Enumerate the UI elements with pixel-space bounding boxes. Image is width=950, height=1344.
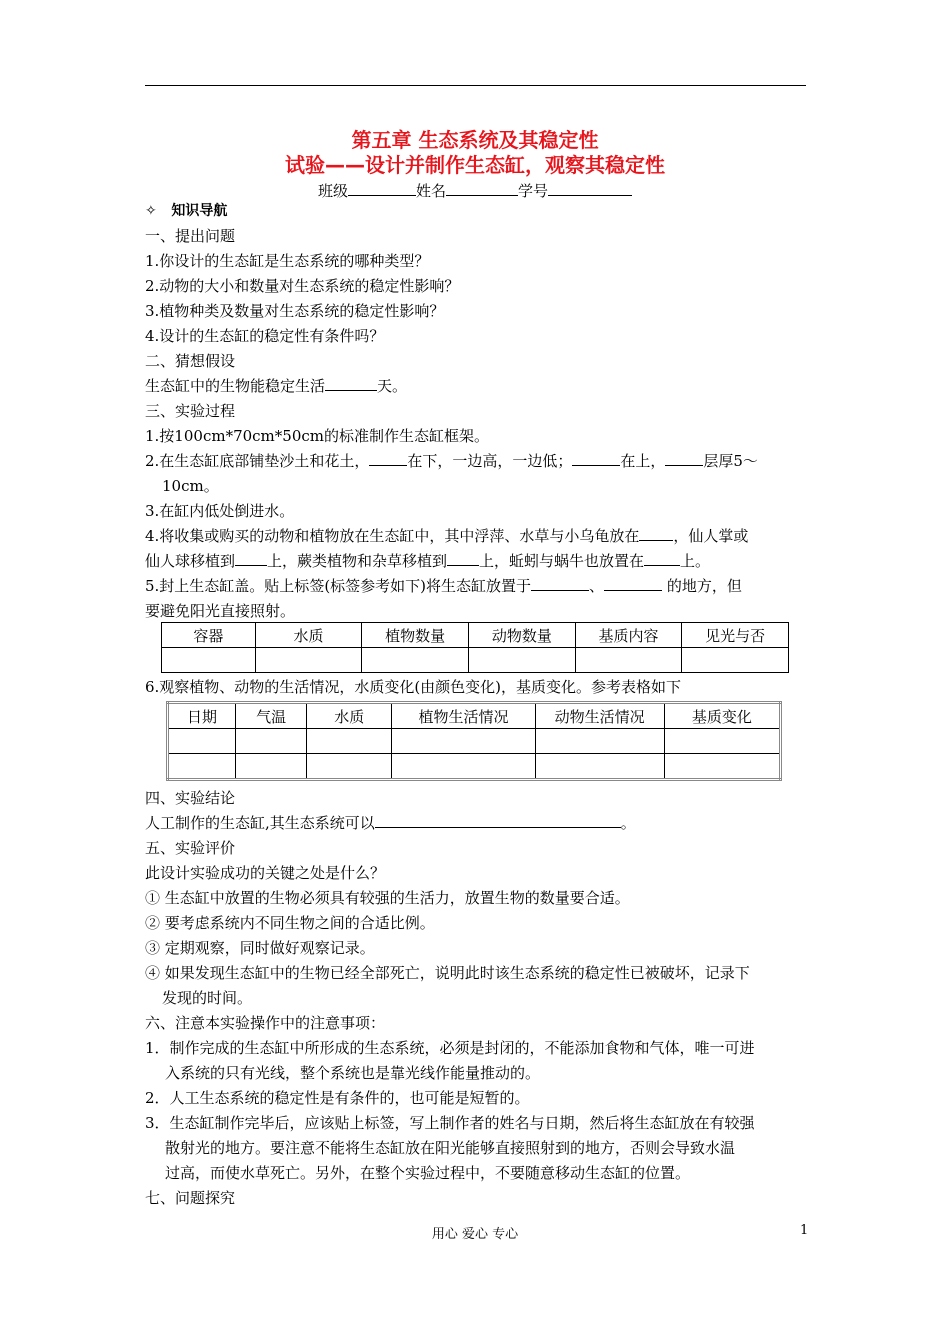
question-3: 3.植物种类及数量对生态系统的稳定性影响？ [145, 302, 445, 320]
section-1-heading: 一、提出问题 [145, 227, 236, 245]
question-2: 2.动物的大小和数量对生态系统的稳定性影响？ [145, 277, 460, 295]
sparkle-icon: ✧ [145, 203, 157, 219]
table-row [162, 648, 789, 673]
step-6: 6.观察植物、动物的生活情况，水质变化(由颜色变化)，基质变化。参考表格如下 [145, 678, 682, 696]
note-1: 1．制作完成的生态缸中所形成的生态系统，必须是封闭的，不能添加食物和气体，唯一可进 [145, 1039, 755, 1057]
step-1: 1.按100cm*70cm*50cm的标准制作生态缸框架。 [145, 427, 489, 445]
key-point-2: ② 要考虑系统内不同生物之间的合适比例。 [145, 914, 435, 932]
step-5: 5.封上生态缸盖。贴上标签(标签参考如下)将生态缸放置于 、 的地方，但 [145, 577, 742, 595]
table-row [168, 754, 781, 780]
question-1: 1.你设计的生态缸是生态系统的哪种类型？ [145, 252, 430, 270]
student-info: 班级 姓名 学号 [0, 180, 950, 201]
experiment-title: 试验——设计并制作生态缸，观察其稳定性 [285, 153, 665, 177]
section-7-heading: 七、问题探究 [145, 1189, 236, 1207]
name-blank[interactable] [446, 181, 518, 196]
days-blank[interactable] [325, 376, 377, 391]
step-4: 4.将收集或购买的动物和植物放在生态缸中，其中浮萍、水草与小乌龟放在 ，仙人掌或 [145, 527, 749, 545]
key-point-3: ③ 定期观察，同时做好观察记录。 [145, 939, 375, 957]
step-2: 2.在生态缸底部铺垫沙土和花土， 在下，一边高，一边低； 在上， 层厚5～ [145, 452, 758, 470]
key-point-4-cont: 发现的时间。 [162, 989, 253, 1007]
note-1-cont: 入系统的只有光线，整个系统也是靠光线作能量推动的。 [165, 1064, 541, 1082]
note-2: 2．人工生态系统的稳定性是有条件的，也可能是短暂的。 [145, 1089, 530, 1107]
note-3-cont2: 过高，而使水草死亡。另外，在整个实验过程中，不要随意移动生态缸的位置。 [165, 1164, 691, 1182]
section-2-heading: 二、猜想假设 [145, 352, 236, 370]
label-table [161, 622, 789, 673]
step-3: 3.在缸内低处倒进水。 [145, 502, 295, 520]
knowledge-nav: ✧ 知识导航 [145, 203, 228, 219]
section-5-heading: 五、实验评价 [145, 839, 236, 857]
step-4-cont: 仙人球移植到 上，蕨类植物和杂草移植到 上，蚯蚓与蜗牛也放置在 上。 [145, 552, 711, 570]
evaluation-question: 此设计实验成功的关键之处是什么？ [145, 864, 386, 882]
hypothesis: 生态缸中的生物能稳定生活 天。 [145, 377, 408, 395]
table-row [168, 729, 781, 754]
step-5-cont: 要避免阳光直接照射。 [145, 602, 296, 620]
note-3: 3．生态缸制作完毕后，应该贴上标签，写上制作者的姓名与日期，然后将生态缸放在有较强 [145, 1114, 755, 1132]
key-point-1: ① 生态缸中放置的生物必须具有较强的生活力，放置生物的数量要合适。 [145, 889, 630, 907]
table-row: 容器 水质 植物数量 动物数量 基质内容 见光与否 [162, 623, 789, 648]
section-4-heading: 四、实验结论 [145, 789, 236, 807]
number-blank[interactable] [548, 181, 632, 196]
conclusion: 人工制作的生态缸,其生态系统可以 。 [145, 814, 636, 832]
header-rule [145, 85, 806, 86]
section-3-heading: 三、实验过程 [145, 402, 236, 420]
step-2-cont: 10cm。 [162, 477, 219, 495]
class-blank[interactable] [348, 181, 416, 196]
key-point-4: ④ 如果发现生态缸中的生物已经全部死亡，说明此时该生态系统的稳定性已被破坏，记录下 [145, 964, 750, 982]
note-3-cont: 散射光的地方。要注意不能将生态缸放在阳光能够直接照射到的地方，否则会导致水温 [165, 1139, 736, 1157]
section-6-heading: 六、注意本实验操作中的注意事项： [145, 1014, 386, 1032]
page-number: 1 [800, 1223, 809, 1238]
table-row: 日期 气温 水质 植物生活情况 动物生活情况 基质变化 [168, 703, 781, 729]
observation-table [166, 701, 782, 781]
page-footer: 用心 爱心 专心 [431, 1227, 519, 1242]
question-4: 4.设计的生态缸的稳定性有条件吗？ [145, 327, 385, 345]
conclusion-blank[interactable] [375, 813, 621, 828]
chapter-title: 第五章 生态系统及其稳定性 [351, 128, 599, 152]
